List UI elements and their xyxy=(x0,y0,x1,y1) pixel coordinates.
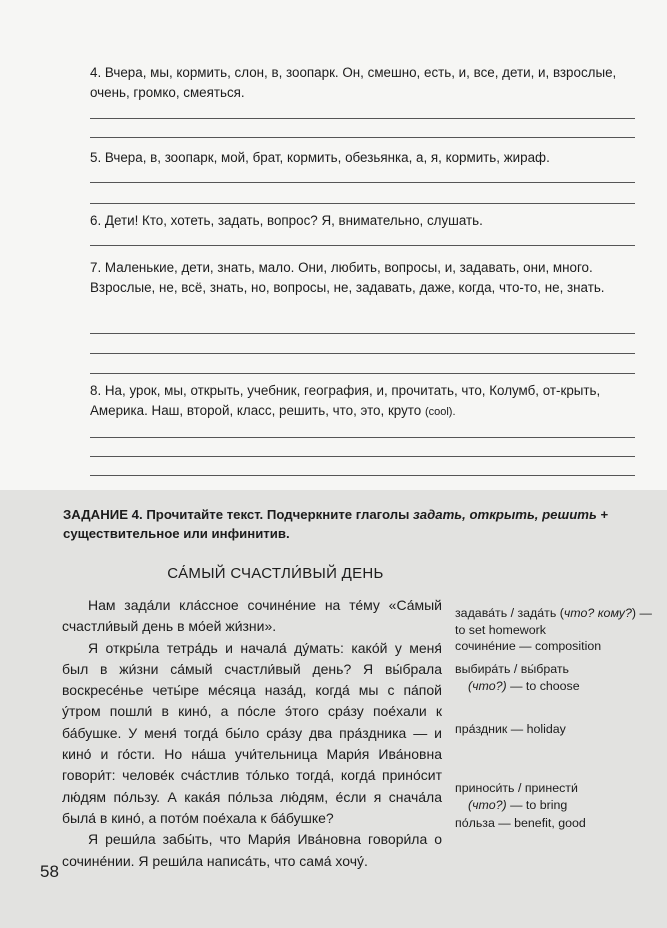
story-text xyxy=(62,595,442,872)
answer-line[interactable] xyxy=(90,437,635,438)
answer-line[interactable] xyxy=(90,137,635,138)
exercise-4-text: 4. Вчера, мы, кормить, слон, в, зоопарк. Он, смешно, есть, и, все, дети, и, взрослые, очень, громко, смеяться. xyxy=(90,65,617,100)
glossary-question: что? кому? xyxy=(563,606,632,620)
glossary-entry-vybrat xyxy=(455,661,655,695)
exercise-8-body: 8. На, урок, мы, открыть, учебник, география, и, прочитать, что, Колумб, от-крыть, Америка. Наш, второй, класс, решить, что, это, круто xyxy=(90,383,601,418)
exercise-4 xyxy=(90,63,650,103)
glossary-word: пра́здник — holiday xyxy=(455,722,566,736)
task-instruction xyxy=(63,505,648,543)
glossary-word: сочине́ние — composition xyxy=(455,639,602,653)
glossary-translation: ) — to set homework xyxy=(455,606,652,637)
glossary-entry-zadat xyxy=(455,605,655,639)
glossary-line xyxy=(455,678,655,695)
answer-line[interactable] xyxy=(90,456,635,457)
glossary-entry-sochinenie xyxy=(455,638,655,655)
glossary-entry-prinesti xyxy=(455,780,655,814)
story-title: СА́МЫЙ СЧАСТЛИ́ВЫЙ ДЕНЬ xyxy=(167,565,384,582)
story-paragraph-3: Я реши́ла забы́ть, что Мари́я Ива́новна говори́ла о сочине́нии. Я реши́ла написа́ть, что сама́ хочу́. xyxy=(62,831,442,869)
exercise-8-text xyxy=(90,381,650,422)
exercise-5-text: 5. Вчера, в, зоопарк, мой, брат, кормить, обезьянка, а, я, кормить, жираф. xyxy=(90,150,550,165)
story-paragraph-2: Я откры́ла тетра́дь и начала́ ду́мать: како́й у меня́ был в жи́зни са́мый счастли́вый день? Я вы́брала воскресе́нье четы́ре ме́сяца наза́д, когда́ мы с па́пой у́тром пошли́ в кино́, а по́сле э́того сра́зу пое́хали к ба́бушке. У меня́ тогда́ бы́ло сра́зу два пра́здника — и кино́ и го́сти. Но на́ша учи́тельница Мари́я Ива́новна говори́т: челове́к сча́стлив то́лько тогда́, когда́ прино́сит лю́дям по́льзу. А кака́я по́льза лю́дям, е́сли я снача́ла была́ в кино́, а пото́м пое́хала к ба́бушке? xyxy=(62,639,442,826)
exercise-8 xyxy=(90,381,650,422)
task-plus: + существительное или инфинитив. xyxy=(63,507,609,541)
glossary-word: задава́ть / зада́ть ( xyxy=(455,606,564,620)
glossary-translation: — to choose xyxy=(506,679,580,693)
answer-line[interactable] xyxy=(90,203,635,204)
answer-line[interactable] xyxy=(90,333,635,334)
glossary-word: приноси́ть / принести́ xyxy=(455,781,578,795)
story-paragraph-1: Нам зада́ли кла́ссное сочине́ние на те́му «Са́мый счастли́вый день в мо́ей жи́зни». xyxy=(62,597,442,635)
glossary-word: выбира́ть / вы́брать xyxy=(455,662,569,676)
glossary-word: по́льза — benefit, good xyxy=(455,816,586,830)
glossary-question: (что?) xyxy=(468,679,507,693)
answer-line[interactable] xyxy=(90,475,635,476)
exercise-5 xyxy=(90,148,650,168)
glossary-entry-polza xyxy=(455,815,655,832)
exercise-8-note: (cool). xyxy=(424,406,456,418)
glossary-line xyxy=(455,797,655,814)
exercise-7 xyxy=(90,258,650,298)
glossary-entry-prazdnik xyxy=(455,721,655,738)
task-label: ЗАДАНИЕ 4. xyxy=(63,507,143,522)
answer-line[interactable] xyxy=(90,373,635,374)
exercise-6 xyxy=(90,211,650,231)
answer-line[interactable] xyxy=(90,182,635,183)
task-instr: Прочитайте текст. Подчеркните глаголы xyxy=(142,507,414,522)
answer-line[interactable] xyxy=(90,245,635,246)
story-title-row xyxy=(0,565,667,582)
glossary-translation: — to bring xyxy=(506,798,568,812)
answer-line[interactable] xyxy=(90,353,635,354)
exercise-6-text: 6. Дети! Кто, хотеть, задать, вопрос? Я, внимательно, слушать. xyxy=(90,213,483,228)
exercise-7-text: 7. Маленькие, дети, знать, мало. Они, любить, вопросы, и, задавать, они, много. Взрослые, не, всё, знать, но, вопросы, не, задавать, даже, когда, что-то, не, знать. xyxy=(90,260,605,295)
page-number: 58 xyxy=(40,862,59,881)
answer-line[interactable] xyxy=(90,118,635,119)
glossary-question: (что?) xyxy=(468,798,507,812)
task-verbs: задать, открыть, решить xyxy=(413,507,597,522)
